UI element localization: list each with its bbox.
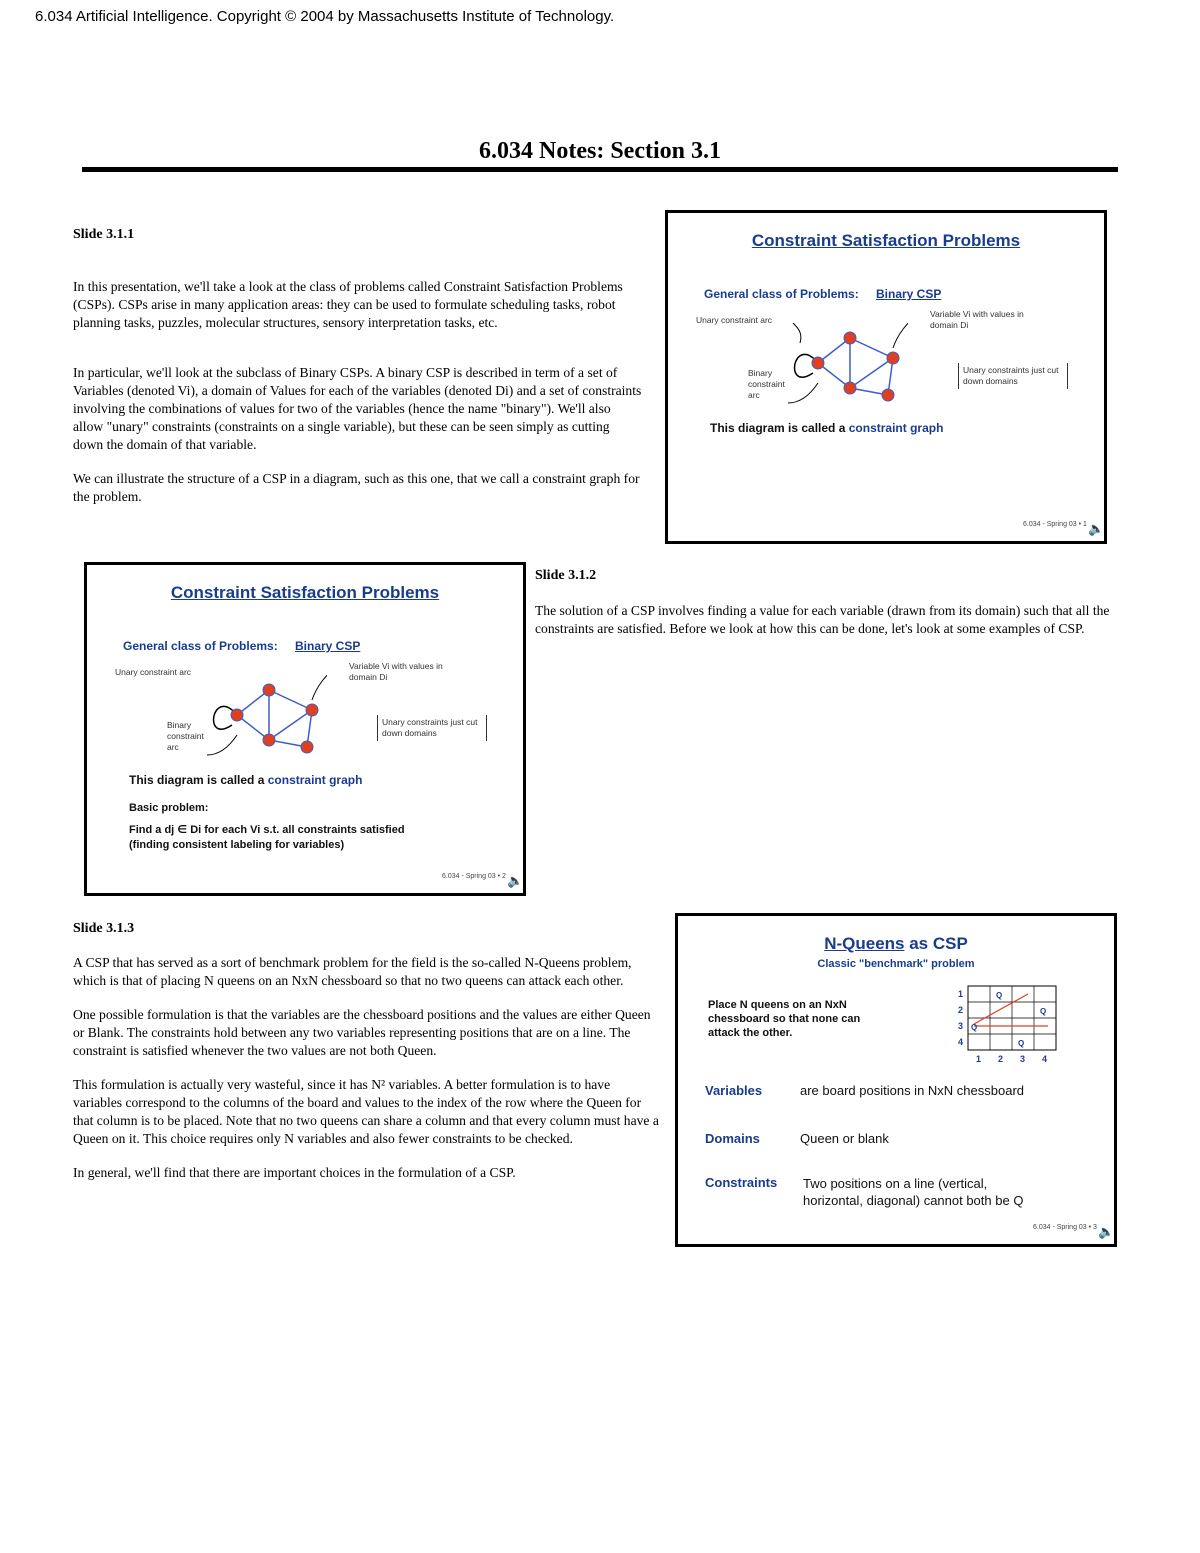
queen-mark: Q: [971, 1023, 978, 1032]
general-class-label: General class of Problems:: [704, 287, 859, 301]
paragraph: A CSP that has served as a sort of benchmark problem for the field is the so-called N-Queens problem, which is that of placing N queens on an NxN chessboard so that no two queens can attack each other.: [73, 955, 632, 988]
slide-title: Constraint Satisfaction Problems: [170, 583, 440, 602]
variable-label: Variable Vi with values in domain Di: [349, 661, 443, 682]
binary-csp-label: Binary CSP: [295, 639, 361, 653]
page-number: 6.034 - Spring 03 • 2: [442, 873, 506, 880]
caption-link: constraint graph: [267, 773, 363, 787]
constraints-label: Constraints: [705, 1175, 778, 1190]
speaker-icon: 🔈: [1098, 1224, 1115, 1239]
slide-3-image: [675, 913, 1117, 1247]
queen-mark: Q: [1018, 1039, 1025, 1048]
variables-label: Variables: [705, 1083, 763, 1098]
place-text: Place N queens on an NxN chessboard so that none can attack the other.: [708, 999, 861, 1039]
slide-label: Slide 3.1.1: [73, 227, 135, 242]
caption-text: This diagram is called a: [710, 421, 846, 435]
graph-node: [306, 704, 318, 716]
binary-arc-label: Binary constraint arc: [167, 720, 204, 752]
slide-title: Constraint Satisfaction Problems: [751, 231, 1021, 250]
unary-arc-label: Unary constraint arc: [115, 667, 192, 677]
domains-label: Domains: [705, 1131, 760, 1146]
page-number: 6.034 - Spring 03 • 1: [1023, 521, 1087, 528]
title-rest: as CSP: [904, 934, 968, 953]
slide-2-image: [84, 562, 526, 896]
graph-node: [263, 684, 275, 696]
row-label: 2: [958, 1005, 964, 1015]
speaker-icon: 🔈: [507, 873, 524, 888]
chessboard: [948, 984, 1068, 1064]
title-rule: [82, 167, 1118, 172]
paragraph: One possible formulation is that the variables are the chessboard positions and the values are either Queen or Blank. The constraints hold between any two variables representing positions that are on a line. The constraint is satisfied whenever the two values are not both Queen.: [73, 1007, 651, 1058]
graph-node: [231, 709, 243, 721]
paragraph: In particular, we'll look at the subclass of Binary CSPs. A binary CSP is described in term of a set of Variables (denoted Vi), a domain of Values for each of the variables (denoted Di) and a set of constraints involving the combinations of values for two of the variables (hence the name "binary"). We'll also allow "unary" constraints (constraints on a single variable), but these can be seen simply as cutting down the domain of that variable.: [73, 365, 642, 452]
col-label: 4: [1042, 1054, 1048, 1064]
slide-title: [678, 934, 1114, 954]
section-3-1-2: [535, 568, 1120, 654]
graph-node: [887, 352, 899, 364]
title-link: N-Queens: [824, 934, 905, 953]
col-label: 3: [1020, 1054, 1026, 1064]
constraints-text: [803, 1175, 1023, 1209]
graph-node: [844, 382, 856, 394]
paragraph: We can illustrate the structure of a CSP in a diagram, such as this one, that we call a constraint graph for the problem.: [73, 471, 640, 504]
slide-label: Slide 3.1.2: [535, 568, 597, 583]
unary-note: Unary constraints just cut down domains: [958, 363, 1068, 389]
graph-node: [844, 332, 856, 344]
binary-csp-label: Binary CSP: [876, 287, 942, 301]
page-title: 6.034 Notes: Section 3.1: [479, 138, 721, 164]
constraint-graph: [207, 675, 327, 765]
caption-text: This diagram is called a: [129, 773, 265, 787]
diagram-caption: [129, 773, 362, 788]
queen-mark: Q: [996, 991, 1003, 1000]
unary-arc-label: Unary constraint arc: [696, 315, 773, 325]
basic-problem-label: Basic problem:: [129, 802, 209, 814]
unary-note: Unary constraints just cut down domains: [377, 715, 487, 741]
finding-line: (finding consistent labeling for variables): [129, 839, 345, 851]
section-3-1-1: [73, 227, 643, 522]
page-number: 6.034 - Spring 03 • 3: [1033, 1224, 1097, 1231]
constraints-line: horizontal, diagonal) cannot both be Q: [803, 1193, 1024, 1208]
general-class-label: General class of Problems:: [123, 639, 278, 653]
row-label: 3: [958, 1021, 964, 1031]
slide-subtitle: Classic "benchmark" problem: [817, 958, 975, 970]
paragraph: In general, we'll find that there are important choices in the formulation of a CSP.: [73, 1165, 516, 1180]
paragraph: This formulation is actually very wasteful, since it has N² variables. A better formulation is to have variables correspond to the columns of the board and values to the index of the row where the Queen for that column is to be placed. Note that no two queens can share a column and that every column must have a Queen on it. This choice requires only N variables and also fewer constraints to be checked.: [73, 1077, 659, 1146]
graph-node: [301, 741, 313, 753]
col-label: 2: [998, 1054, 1004, 1064]
caption-link: constraint graph: [848, 421, 944, 435]
paragraph: In this presentation, we'll take a look at the class of problems called Constraint Satisfaction Problems (CSPs). CSPs arise in many application areas: they can be used to formulate scheduling tasks, robot planning tasks, puzzles, molecular structures, sensory interpretation tasks, etc.: [73, 279, 623, 330]
section-3-1-3: [73, 921, 661, 1198]
slide-1-image: [665, 210, 1107, 544]
graph-node: [263, 734, 275, 746]
row-label: 4: [958, 1037, 964, 1047]
diagram-caption: [710, 421, 943, 436]
speaker-icon: 🔈: [1088, 521, 1105, 536]
variable-label: Variable Vi with values in domain Di: [930, 309, 1024, 330]
graph-node: [812, 357, 824, 369]
copyright-line: 6.034 Artificial Intelligence. Copyright © 2004 by Massachusetts Institute of Technology.: [35, 8, 615, 25]
domains-text: Queen or blank: [800, 1131, 889, 1146]
graph-node: [882, 389, 894, 401]
queen-mark: Q: [1040, 1007, 1047, 1016]
col-label: 1: [976, 1054, 982, 1064]
slide-label: Slide 3.1.3: [73, 921, 135, 936]
binary-arc-label: Binary constraint arc: [748, 368, 785, 400]
variables-text: are board positions in NxN chessboard: [800, 1083, 1025, 1098]
find-line: Find a dj ∈ Di for each Vi s.t. all constraints satisfied: [129, 824, 405, 836]
row-label: 1: [958, 989, 964, 999]
paragraph: The solution of a CSP involves finding a value for each variable (drawn from its domain) such that all the constraints are satisfied. Before we look at how this can be done, let's look at some examples of CSP.: [535, 603, 1110, 636]
constraints-line: Two positions on a line (vertical,: [803, 1176, 988, 1191]
constraint-graph: [788, 323, 908, 413]
